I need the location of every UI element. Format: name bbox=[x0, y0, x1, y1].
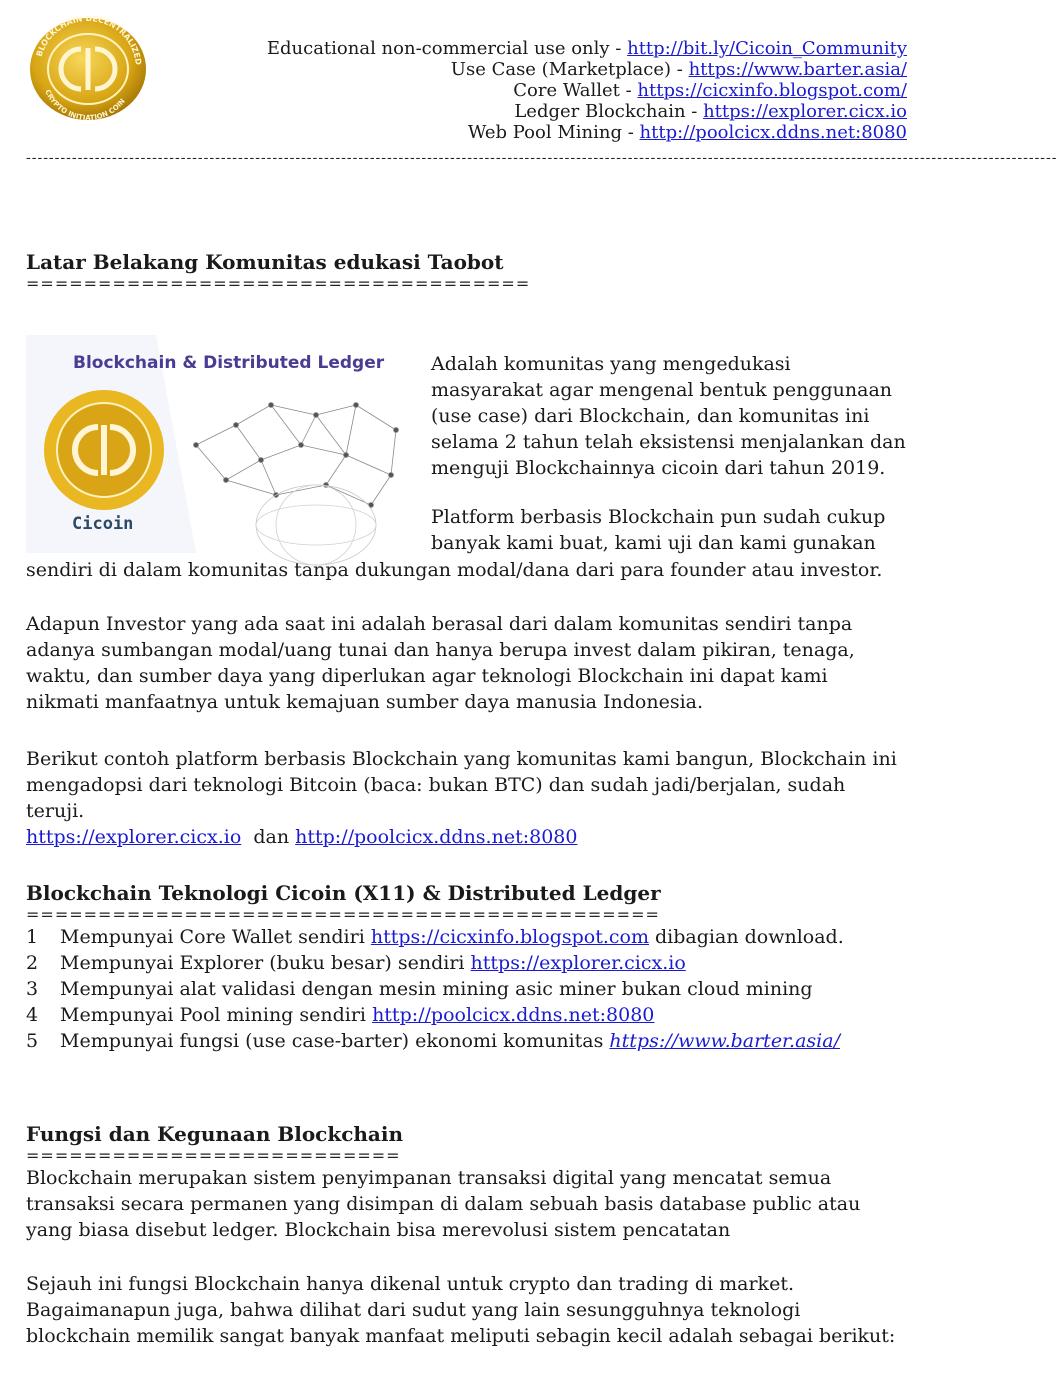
list-text: Mempunyai Pool mining sendiri bbox=[60, 1004, 373, 1026]
header-label: Ledger Blockchain - bbox=[514, 101, 704, 122]
intro-paragraph bbox=[431, 351, 906, 481]
list-item bbox=[26, 976, 906, 1002]
list-text-after: dibagian download. bbox=[648, 926, 844, 948]
core-wallet-link[interactable]: https://cicxinfo.blogspot.com/ bbox=[637, 80, 907, 101]
list-number: 1 bbox=[26, 926, 39, 948]
pool-mining-link[interactable]: http://poolcicx.ddns.net:8080 bbox=[372, 1004, 655, 1026]
section-background bbox=[26, 249, 906, 293]
header-label: Educational non-commercial use only - bbox=[266, 38, 628, 59]
investor-text: Adapun Investor yang ada saat ini adalah berasal dari dalam komunitas sendiri tanpa adanya sumbangan modal/uang tunai dan hanya berupa invest dalam pikiran, tenaga, waktu, dan sumber daya yang diperlukan agar teknologi Blockchain ini dapat kami nikmati manfaatnya untuk kemajuan sumber daya manusia Indonesia. bbox=[26, 613, 855, 713]
header-line-pool bbox=[267, 122, 907, 143]
list-item bbox=[26, 1002, 906, 1028]
header-links bbox=[267, 38, 907, 143]
platform-text-part1: Platform berbasis Blockchain pun sudah cukup banyak kami buat, kami uji dan kami gunakan bbox=[431, 506, 886, 554]
list-text: Mempunyai Explorer (buku besar) sendiri bbox=[60, 952, 471, 974]
section-title: Latar Belakang Komunitas edukasi Taobot bbox=[26, 250, 504, 274]
logo-ring-text-bottom: CRYPTO INITIATION COIN bbox=[43, 88, 127, 122]
marketplace-link[interactable]: https://www.barter.asia/ bbox=[688, 59, 907, 80]
header-label: Web Pool Mining - bbox=[467, 122, 640, 143]
platform-paragraph bbox=[431, 504, 906, 556]
blockchain-definition-text: Blockchain merupakan sistem penyimpanan transaksi digital yang mencatat semua transaksi secara permanen yang disimpan di dalam sebuah basis database public atau yang biasa disebut ledger. Blockchain bisa merevolusi sistem pencatatan bbox=[26, 1167, 861, 1241]
cicoin-logo bbox=[26, 16, 150, 122]
title-underline: ============================================ bbox=[26, 905, 660, 924]
platform-paragraph-continued bbox=[26, 557, 906, 583]
conjunction-text: dan bbox=[253, 826, 290, 848]
title-underline: ========================== bbox=[26, 1146, 401, 1165]
barter-link[interactable]: https://www.barter.asia/ bbox=[609, 1030, 840, 1052]
section-title: Blockchain Teknologi Cicoin (X11) & Distributed Ledger bbox=[26, 881, 661, 905]
header-line-marketplace bbox=[267, 59, 907, 80]
header-label: Core Wallet - bbox=[513, 80, 638, 101]
example-text: Berikut contoh platform berbasis Blockchain yang komunitas kami bangun, Blockchain ini mengadopsi dari teknologi Bitcoin (baca: bukan BTC) dan sudah jadi/berjalan, sudah teruji. bbox=[26, 748, 897, 822]
pool-mining-link[interactable]: http://poolcicx.ddns.net:8080 bbox=[295, 826, 578, 848]
title-underline: =================================== bbox=[26, 274, 531, 293]
header-line-community bbox=[267, 38, 907, 59]
list-number: 3 bbox=[26, 978, 39, 1000]
list-text: Mempunyai Core Wallet sendiri bbox=[60, 926, 371, 948]
explorer-link[interactable]: https://explorer.cicx.io bbox=[26, 826, 242, 848]
list-text: Mempunyai fungsi (use case-barter) ekonomi komunitas bbox=[60, 1030, 610, 1052]
banner-caption: Cicoin bbox=[72, 514, 134, 534]
example-links bbox=[26, 824, 906, 850]
section-technology bbox=[26, 880, 906, 1054]
platform-text-part2: sendiri di dalam komunitas tanpa dukungan modal/dana dari para founder atau investor. bbox=[26, 559, 883, 581]
list-number: 2 bbox=[26, 952, 39, 974]
feature-list bbox=[26, 924, 906, 1054]
intro-text: Adalah komunitas yang mengedukasi masyarakat agar mengenal bentuk penggunaan (use case) dari Blockchain, dan komunitas ini selama 2 tahun telah eksistensi menjalankan dan menguji Blockchainnya cicoin dari tahun 2019. bbox=[431, 353, 906, 479]
banner-title: Blockchain & Distributed Ledger bbox=[73, 353, 385, 373]
example-paragraph bbox=[26, 746, 906, 850]
core-wallet-link[interactable]: https://cicxinfo.blogspot.com bbox=[370, 926, 649, 948]
list-item bbox=[26, 950, 906, 976]
list-number: 5 bbox=[26, 1030, 39, 1052]
list-item bbox=[26, 924, 906, 950]
logo-ring-text-top: BLOCKCHAIN DECENTRALIZED bbox=[34, 16, 143, 66]
section-title: Fungsi dan Kegunaan Blockchain bbox=[26, 1122, 404, 1146]
pool-mining-link[interactable]: http://poolcicx.ddns.net:8080 bbox=[639, 122, 907, 143]
blockchain-banner-image bbox=[26, 335, 410, 553]
list-number: 4 bbox=[26, 1004, 39, 1026]
header-divider: ------------------------------------------------------------------------------------------------------------------------------------------------------------------------------------ bbox=[26, 150, 1057, 166]
explorer-link[interactable]: https://explorer.cicx.io bbox=[470, 952, 686, 974]
blockchain-function-text: Sejauh ini fungsi Blockchain hanya dikenal untuk crypto dan trading di market. Bagaimanapun juga, bahwa dilihat dari sudut yang lain sesungguhnya teknologi blockchain memilik sangat banyak manfaat meliputi sebagin kecil adalah sebagai berikut: bbox=[26, 1273, 896, 1347]
header-label: Use Case (Marketplace) - bbox=[450, 59, 689, 80]
list-item bbox=[26, 1028, 906, 1054]
header-line-wallet bbox=[267, 80, 907, 101]
header-line-ledger bbox=[267, 101, 907, 122]
community-link[interactable]: http://bit.ly/Cicoin_Community bbox=[627, 38, 907, 59]
section-function bbox=[26, 1121, 906, 1349]
explorer-link[interactable]: https://explorer.cicx.io bbox=[703, 101, 907, 122]
investor-paragraph bbox=[26, 611, 906, 715]
list-text: Mempunyai alat validasi dengan mesin mining asic miner bukan cloud mining bbox=[60, 978, 813, 1000]
